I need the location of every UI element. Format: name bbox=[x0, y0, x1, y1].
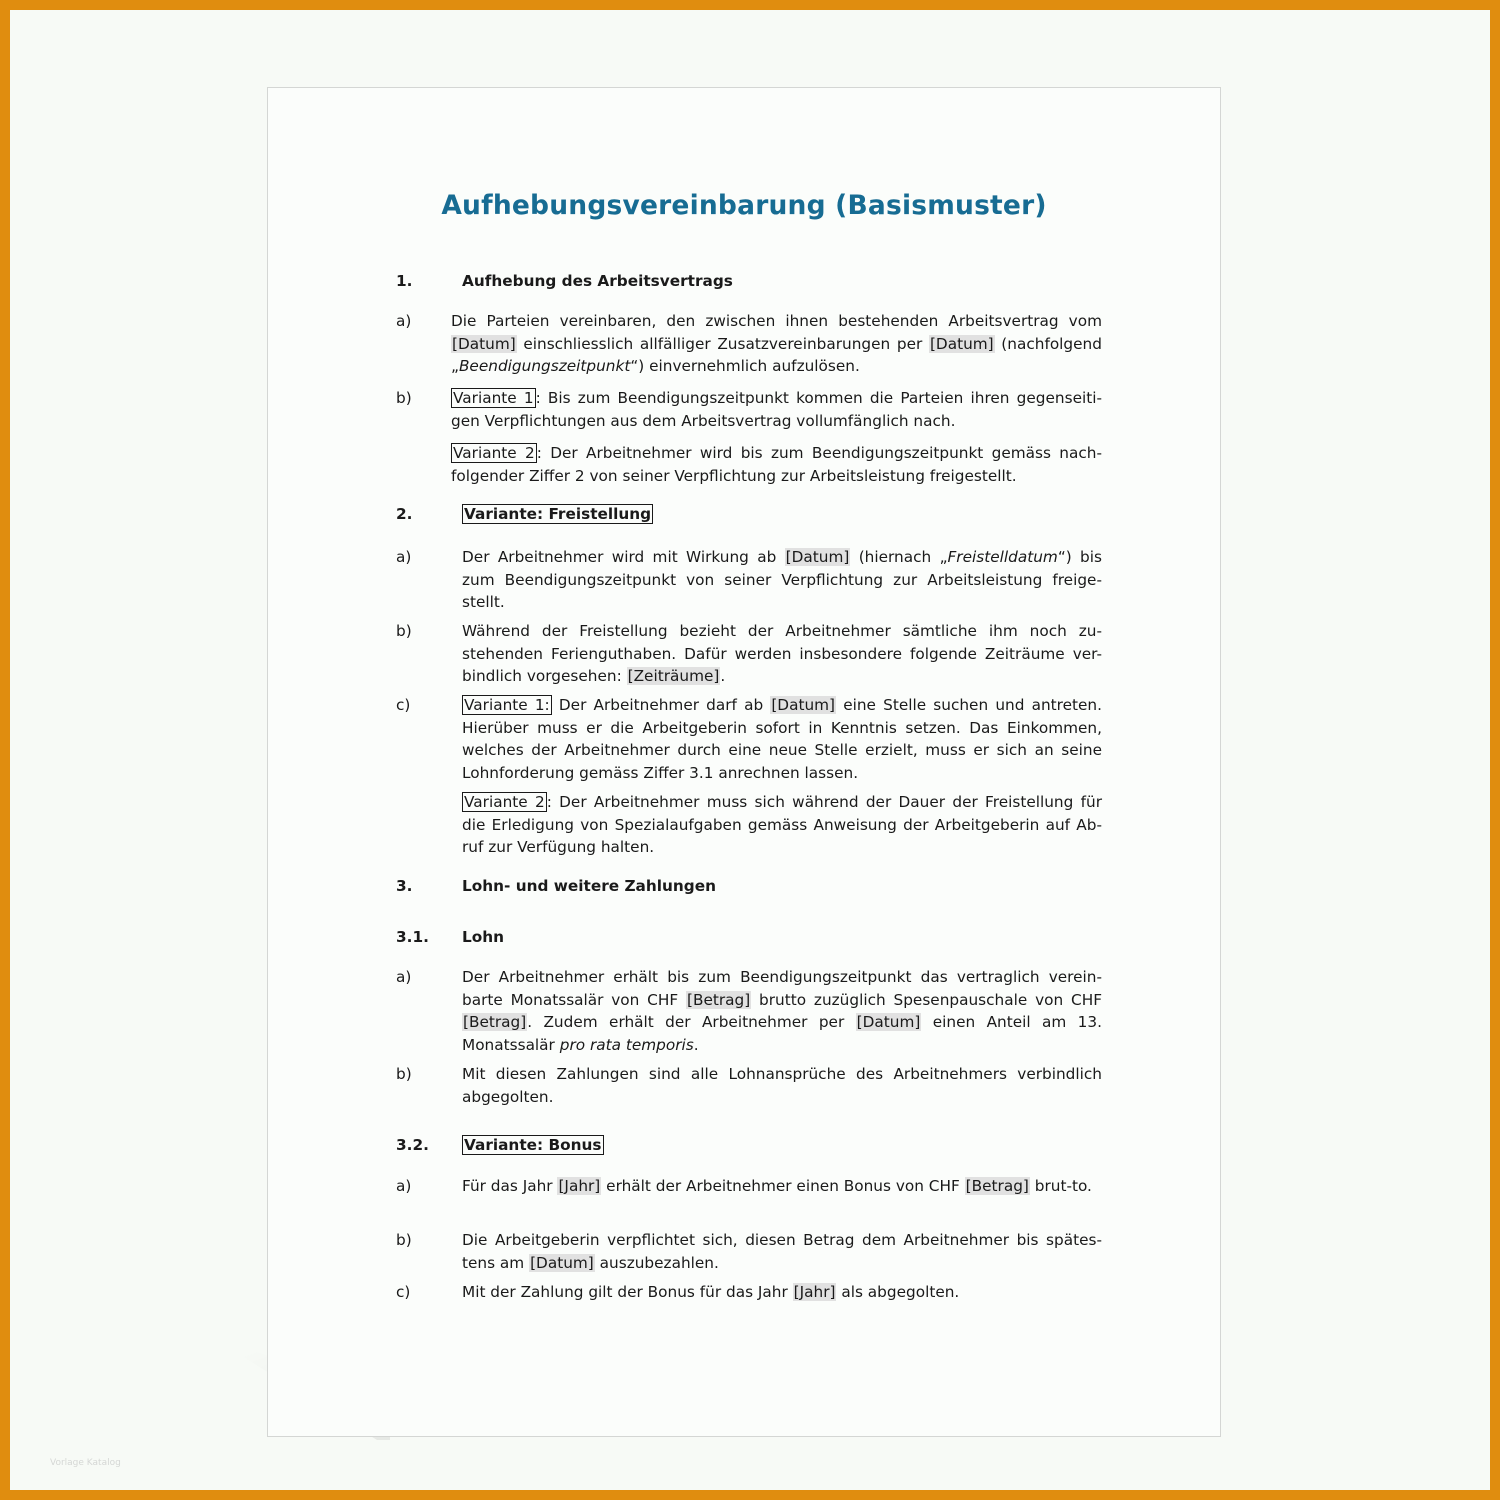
text-run: Die Parteien vereinbaren, den zwischen ihnen bestehenden Arbeitsvertrag vom bbox=[451, 312, 1102, 330]
placeholder-field[interactable]: [Betrag] bbox=[463, 1013, 527, 1031]
section-title: Aufhebung des Arbeitsvertrags bbox=[462, 272, 733, 290]
clause-label: b) bbox=[396, 389, 412, 407]
background-canvas bbox=[10, 10, 1490, 1490]
text-run: als abgegolten. bbox=[841, 1283, 960, 1301]
text-run: Der Arbeitnehmer erhält bis zum Beendigungszeitpunkt das vertraglich verein-barte Monatssalär von CHF bbox=[462, 968, 1102, 1009]
text-run: Mit der Zahlung gilt der Bonus für das Jahr bbox=[462, 1283, 788, 1301]
text-run: Der Arbeitnehmer darf ab bbox=[558, 696, 764, 714]
section-title bbox=[462, 503, 1102, 526]
document-page bbox=[267, 87, 1221, 1437]
placeholder-field[interactable]: [Jahr] bbox=[558, 1177, 601, 1195]
section-title: Lohn- und weitere Zahlungen bbox=[462, 877, 716, 895]
section-number: 2. bbox=[396, 505, 413, 523]
text-run: Der Arbeitnehmer wird mit Wirkung ab bbox=[462, 548, 777, 566]
variant-box[interactable]: Variante: Freistellung bbox=[464, 505, 652, 523]
text-run: brut-to. bbox=[1034, 1177, 1092, 1195]
text-run: : Bis zum Beendigungszeitpunkt kommen die Parteien ihren gegenseiti-gen Verpflichtungen aus dem Arbeitsvertrag vollumfänglich nach. bbox=[451, 389, 1102, 430]
clause-label: b) bbox=[396, 1231, 412, 1249]
text-run: eine Stelle suchen und antreten. Hierüber muss er die Arbeitgeberin sofort in Kenntnis setzen. Das Einkommen, welches der Arbeitnehmer durch eine neue Stelle erzielt, muss er sich an seine Lohnforderung gemäss Ziffer 3.1 anrechnen lassen. bbox=[462, 696, 1102, 782]
clause-label: a) bbox=[396, 312, 412, 330]
clause-text bbox=[462, 1229, 1102, 1274]
text-run: auszubezahlen. bbox=[599, 1253, 719, 1272]
clause-label: c) bbox=[396, 696, 411, 714]
placeholder-field[interactable]: [Datum] bbox=[929, 334, 994, 353]
clause-text bbox=[462, 546, 1102, 614]
clause-text bbox=[462, 1281, 1102, 1304]
placeholder-field[interactable]: [Datum] bbox=[785, 548, 850, 566]
section-number: 3.1. bbox=[396, 928, 429, 946]
text-run: : Der Arbeitnehmer muss sich während der Dauer der Freistellung für die Erledigung von Spezialaufgaben gemäss Anweisung der Arbeitgeberin auf Ab-ruf zur Verfügung halten. bbox=[462, 793, 1102, 856]
text-run: erhält der Arbeitnehmer einen Bonus von CHF bbox=[606, 1177, 960, 1195]
document-title: Aufhebungsvereinbarung (Basismuster) bbox=[441, 190, 1047, 221]
text-run: . bbox=[693, 1035, 699, 1054]
clause-text bbox=[462, 620, 1102, 688]
latin-term: pro rata temporis bbox=[559, 1035, 694, 1054]
text-run: . bbox=[720, 667, 726, 685]
variant-box[interactable]: Variante 1 bbox=[453, 389, 534, 407]
placeholder-field[interactable]: [Datum] bbox=[771, 696, 836, 714]
clause-text: Mit diesen Zahlungen sind alle Lohnansprüche des Arbeitnehmers verbindlich abgegolten. bbox=[462, 1065, 1102, 1106]
placeholder-field[interactable]: [Datum] bbox=[452, 334, 516, 353]
clause-text bbox=[462, 966, 1102, 1056]
placeholder-field[interactable]: [Betrag] bbox=[687, 990, 751, 1009]
clause-label: b) bbox=[396, 1065, 412, 1083]
variant-box[interactable]: Variante 1: bbox=[464, 696, 550, 714]
placeholder-field[interactable]: [Datum] bbox=[530, 1253, 594, 1272]
clause-label: a) bbox=[396, 1177, 412, 1195]
text-run: “) bis zum Beendigungszeitpunkt von seiner Verpflichtung zur Arbeitsleistung freige-stellt. bbox=[462, 548, 1102, 611]
defined-term: Freistelldatum bbox=[947, 548, 1058, 566]
text-run: Die Arbeitgeberin verpflichtet sich, diesen Betrag dem Arbeitnehmer bis spätes-tens am bbox=[462, 1231, 1102, 1272]
text-run: Für das Jahr bbox=[462, 1177, 553, 1195]
text-run: : Der Arbeitnehmer wird bis zum Beendigungszeitpunkt gemäss nach-folgender Ziffer 2 von seiner Verpflichtung zur Arbeitsleistung freigestellt. bbox=[451, 444, 1102, 485]
section-number: 3.2. bbox=[396, 1136, 429, 1154]
clause-text bbox=[451, 387, 1102, 432]
text-run: brutto zuzüglich Spesenpauschale von CHF bbox=[759, 990, 1102, 1009]
text-run: “) einvernehmlich aufzulösen. bbox=[630, 357, 860, 375]
text-run: (hiernach „ bbox=[858, 548, 948, 566]
placeholder-field[interactable]: [Jahr] bbox=[793, 1283, 836, 1301]
clause-label: b) bbox=[396, 622, 412, 640]
clause-text bbox=[462, 1175, 1102, 1198]
section-number: 1. bbox=[396, 272, 413, 290]
text-run: Während der Freistellung bezieht der Arbeitnehmer sämtliche ihm noch zu-stehenden Ferienguthaben. Dafür werden insbesondere folgende Zeiträume ver-bindlich vorgesehen: bbox=[462, 622, 1102, 685]
section-title bbox=[462, 1134, 1102, 1157]
watermark: Vorlage Katalog bbox=[50, 1458, 121, 1468]
clause-label: a) bbox=[396, 548, 412, 566]
clause-label: c) bbox=[396, 1283, 411, 1301]
text-run: einen Anteil am 13. Monatssalär bbox=[462, 1013, 1102, 1054]
text-run: (nachfolgend „ bbox=[451, 334, 1102, 375]
placeholder-field[interactable]: [Zeiträume] bbox=[627, 667, 720, 685]
section-title: Lohn bbox=[462, 928, 505, 946]
variant-box[interactable]: Variante: Bonus bbox=[464, 1136, 602, 1154]
clause-text bbox=[462, 694, 1102, 784]
clause-text bbox=[451, 442, 1102, 487]
text-run: einschliesslich allfälliger Zusatzvereinbarungen per bbox=[523, 334, 923, 353]
placeholder-field[interactable]: [Betrag] bbox=[965, 1177, 1029, 1195]
clause-label: a) bbox=[396, 968, 412, 986]
variant-box[interactable]: Variante 2 bbox=[453, 444, 535, 462]
clause-text bbox=[462, 791, 1102, 859]
text-run: . Zudem erhält der Arbeitnehmer per bbox=[527, 1013, 845, 1031]
clause-text bbox=[451, 310, 1102, 378]
section-number: 3. bbox=[396, 877, 413, 895]
variant-box[interactable]: Variante 2 bbox=[464, 793, 545, 811]
defined-term: Beendigungszeitpunkt bbox=[458, 357, 631, 375]
placeholder-field[interactable]: [Datum] bbox=[856, 1013, 921, 1031]
